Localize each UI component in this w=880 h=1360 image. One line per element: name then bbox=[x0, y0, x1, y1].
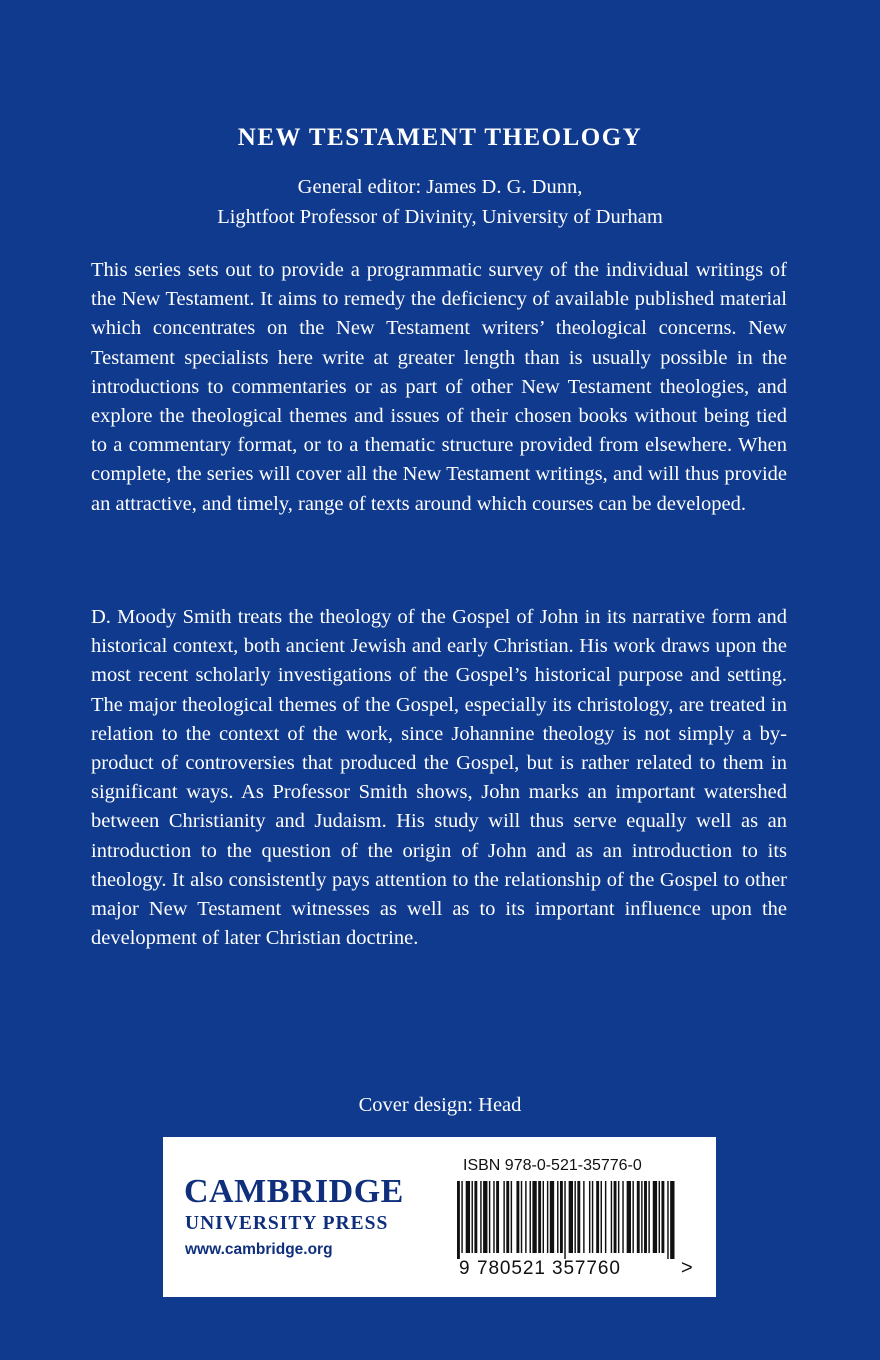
barcode-bar bbox=[489, 1181, 490, 1253]
barcode-bar bbox=[618, 1181, 619, 1253]
publisher-url: www.cambridge.org bbox=[185, 1241, 333, 1258]
barcode bbox=[457, 1181, 675, 1259]
publisher-logo bbox=[184, 1173, 404, 1211]
barcode-bar bbox=[557, 1181, 558, 1253]
barcode-bar bbox=[574, 1181, 575, 1253]
barcode-bar bbox=[532, 1181, 536, 1253]
barcode-bar bbox=[474, 1181, 477, 1253]
barcode-bar bbox=[611, 1181, 612, 1253]
barcode-bar bbox=[466, 1181, 470, 1253]
book-description: D. Moody Smith treats the theology of the Gospel of John in its narrative form and historical context, both ancient Jewish and early Christian. His work draws upon the most recent scholarly investigations of the Gospel’s historical purpose and setting. The major theological themes of the Gospel, especially its christology, are treated in relation to the context of the work, since Johannine theology is not simply a by-product of controversies that produced the Gospel, but is rather related to them in significant ways. As Professor Smith shows, John marks an important watershed between Christianity and Judaism. His study will thus serve equally well as an introduction to the question of the origin of John and as an introduction to its theology. It also consistently pays attention to the relationship of the Gospel to other major New Testament witnesses as well as to its important influence upon the development of later Christian doctrine. bbox=[91, 606, 787, 950]
isbn-label: ISBN 978-0-521-35776-0 bbox=[463, 1157, 642, 1174]
barcode-bar bbox=[547, 1181, 548, 1253]
barcode-bar bbox=[670, 1181, 674, 1259]
barcode-bar bbox=[622, 1181, 623, 1253]
ean-quiet-zone-marker: > bbox=[681, 1257, 693, 1279]
barcode-bar bbox=[601, 1181, 602, 1253]
cover-design-credit: Cover design: Head bbox=[358, 1094, 522, 1116]
barcode-bar bbox=[596, 1181, 599, 1253]
barcode-bar bbox=[659, 1181, 660, 1253]
barcode-bar bbox=[530, 1181, 531, 1253]
barcode-bar bbox=[583, 1181, 584, 1253]
publisher-name: CAMBRIDGE bbox=[184, 1173, 404, 1210]
barcode-bar bbox=[589, 1181, 590, 1253]
barcode-bar bbox=[480, 1181, 481, 1253]
barcode-bar bbox=[550, 1181, 554, 1253]
barcode-bar bbox=[483, 1181, 487, 1253]
barcode-bar bbox=[577, 1181, 580, 1253]
barcode-bar bbox=[521, 1181, 522, 1253]
barcode-bar bbox=[560, 1181, 563, 1253]
editor-affiliation-line: Lightfoot Professor of Divinity, University of Durham bbox=[217, 206, 663, 228]
barcode-bar bbox=[644, 1181, 647, 1253]
barcode-bar bbox=[627, 1181, 631, 1253]
series-description: This series sets out to provide a programmatic survey of the individual writings of the New Testament. It aims to remedy the deficiency of available published material which concentrates on the New Testament writers’ theological concerns. New Testament specialists here write at greater length than is usually possible in the introductions to commentaries or as part of other New Testament theologies, and explore the theological themes and issues of their chosen books without being tied to a commentary format, or to a thematic structure provided from elsewhere. When complete, the series will cover all the New Testament writings, and will thus provide an attractive, and timely, range of texts around which courses can be developed. bbox=[91, 259, 787, 515]
barcode-bar bbox=[641, 1181, 642, 1253]
barcode-bar bbox=[472, 1181, 473, 1253]
barcode-bar bbox=[538, 1181, 541, 1253]
barcode-bar bbox=[496, 1181, 499, 1253]
barcode-bar bbox=[503, 1181, 504, 1253]
barcode-bar bbox=[648, 1181, 649, 1253]
barcode-bar bbox=[525, 1181, 526, 1253]
barcode-bar bbox=[543, 1181, 544, 1253]
barcode-bar bbox=[653, 1181, 657, 1253]
ean-digits: 780521 357760 bbox=[477, 1258, 621, 1279]
barcode-bar bbox=[637, 1181, 640, 1253]
barcode-bar bbox=[511, 1181, 512, 1253]
barcode-bar bbox=[493, 1181, 494, 1253]
publisher-subname: UNIVERSITY PRESS bbox=[185, 1213, 389, 1234]
barcode-bar bbox=[661, 1181, 664, 1253]
barcode-bar bbox=[605, 1181, 606, 1253]
ean-first-digit: 9 bbox=[459, 1258, 470, 1279]
barcode-bar bbox=[592, 1181, 593, 1253]
barcode-bar bbox=[569, 1181, 573, 1253]
series-title: NEW TESTAMENT THEOLOGY bbox=[237, 124, 643, 151]
editor-name-line: General editor: James D. G. Dunn, bbox=[297, 176, 583, 198]
barcode-bar bbox=[667, 1181, 668, 1259]
barcode-bar bbox=[564, 1181, 565, 1259]
publisher-barcode-panel bbox=[163, 1137, 716, 1297]
barcode-bar bbox=[506, 1181, 509, 1253]
barcode-bar bbox=[516, 1181, 519, 1253]
barcode-bar bbox=[632, 1181, 633, 1253]
barcode-bar bbox=[457, 1181, 460, 1259]
barcode-bar bbox=[461, 1181, 462, 1253]
barcode-bar bbox=[614, 1181, 617, 1253]
general-editor bbox=[0, 172, 880, 232]
